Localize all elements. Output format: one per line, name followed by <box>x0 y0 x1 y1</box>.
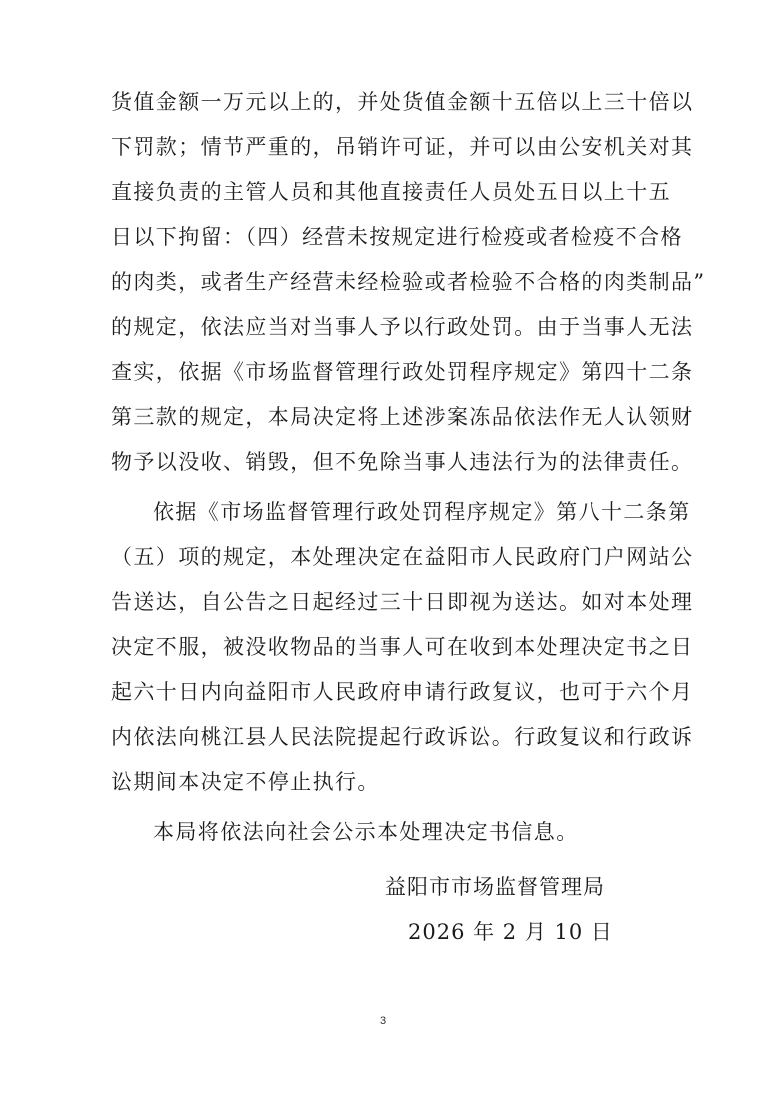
paragraph-1-line-2: 下罚款；情节严重的，吊销许可证，并可以由公安机关对其 <box>111 135 694 159</box>
paragraph-1-line-3: 直接负责的主管人员和其他直接责任人员处五日以上十五 <box>111 180 671 204</box>
paragraph-1-line-9: 物予以没收、销毁，但不免除当事人违法行为的法律责任。 <box>111 450 694 474</box>
paragraph-1-line-5: 的肉类，或者生产经营未经检验或者检验不合格的肉类制品” <box>111 270 706 294</box>
issue-date: 2026 年 2 月 10 日 <box>408 920 613 944</box>
paragraph-2-line-2: （五）项的规定，本处理决定在益阳市人民政府门户网站公 <box>111 545 694 569</box>
paragraph-2-line-3: 告送达，自公告之日起经过三十日即视为送达。如对本处理 <box>111 590 694 614</box>
paragraph-2-line-4: 决定不服，被没收物品的当事人可在收到本处理决定书之日 <box>111 635 694 659</box>
paragraph-1-line-4: 日以下拘留：（四）经营未按规定进行检疫或者检疫不合格 <box>111 225 683 249</box>
paragraph-1-line-1: 货值金额一万元以上的，并处货值金额十五倍以上三十倍以 <box>111 90 694 114</box>
issuing-authority: 益阳市市场监督管理局 <box>385 875 605 899</box>
paragraph-1-line-6: 的规定，依法应当对当事人予以行政处罚。由于当事人无法 <box>111 315 694 339</box>
paragraph-2-line-7: 讼期间本决定不停止执行。 <box>111 770 380 794</box>
paragraph-1-line-7: 查实，依据《市场监督管理行政处罚程序规定》第四十二条 <box>111 360 694 384</box>
page-number: 3 <box>380 1015 387 1027</box>
paragraph-2-line-6: 内依法向桃江县人民法院提起行政诉讼。行政复议和行政诉 <box>111 725 694 749</box>
paragraph-3-line-1: 本局将依法向社会公示本处理决定书信息。 <box>153 820 579 844</box>
paragraph-2-line-5: 起六十日内向益阳市人民政府申请行政复议，也可于六个月 <box>111 680 694 704</box>
paragraph-1-line-8: 第三款的规定，本局决定将上述涉案冻品依法作无人认领财 <box>111 405 694 429</box>
paragraph-2-line-1: 依据《市场监督管理行政处罚程序规定》第八十二条第 <box>153 500 691 524</box>
